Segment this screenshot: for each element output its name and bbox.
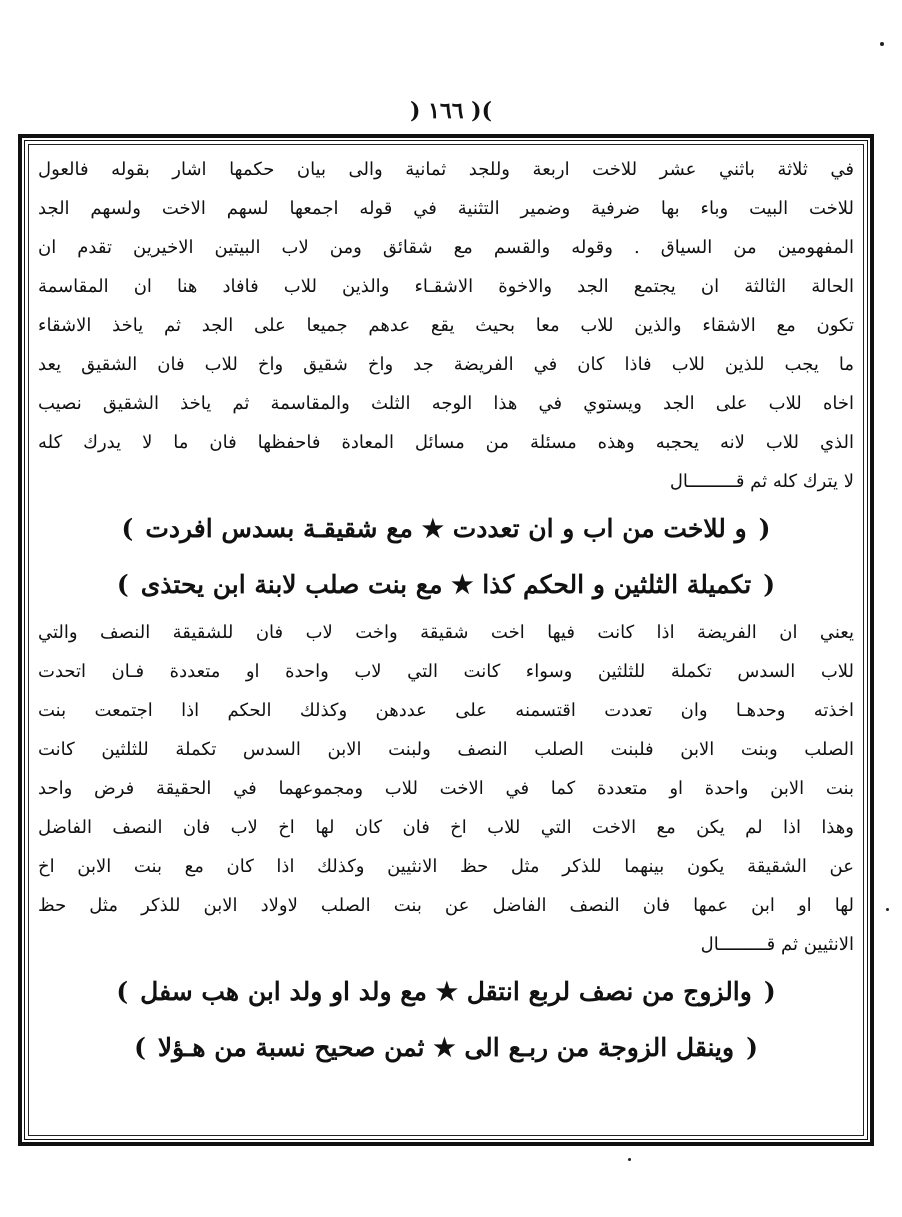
verse-text: و للاخت من اب و ان تعددت ★ مع شقيقـة بسدس افردت bbox=[145, 514, 747, 543]
verse-block-2 bbox=[38, 964, 854, 1076]
page-body bbox=[38, 150, 854, 1076]
text-line: المفهومين من السياق . وقوله والقسم مع شقائق ومن لاب البيتين الاخيرين تقدم ان bbox=[38, 237, 854, 258]
scan-speck bbox=[886, 908, 889, 911]
verse-text: والزوج من نصف لربع انتقل ★ مع ولد او ولد ابن هب سفل bbox=[140, 977, 752, 1006]
paren-open: ( bbox=[763, 977, 776, 1006]
text-line: بنت الابن واحدة او متعددة كما في الاخت للاب ومجموعهما في الحقيقة فرض واحد bbox=[38, 778, 854, 799]
text-line: الانثيين ثم قـــــــــال bbox=[700, 934, 854, 955]
paren-close: ) bbox=[116, 570, 129, 599]
text-line: في ثلاثة باثني عشر للاخت اربعة وللجد ثمانية والى بيان حكمها اشار بقوله فالعول bbox=[38, 159, 854, 180]
paren-open: ( bbox=[746, 1033, 758, 1062]
text-line: لا يترك كله ثم قـــــــــال bbox=[669, 471, 854, 492]
page-number: )( ١٦٦ ( bbox=[409, 98, 492, 124]
text-line: اخاه للاب على الجد ويستوي في هذا الوجه الثلث والمقاسمة ثم ياخذ الشقيق نصيب bbox=[38, 393, 854, 414]
paren-open: ( bbox=[758, 514, 771, 543]
paren-close: ) bbox=[121, 514, 134, 543]
scan-speck bbox=[628, 1158, 631, 1161]
text-line: اخذته وحدهـا وان تعددت اقتسمنه على عددهن وكذلك الحكم اذا اجتمعت بنت bbox=[38, 700, 854, 721]
verse-block-1 bbox=[38, 501, 854, 613]
commentary-block-1 bbox=[38, 150, 854, 501]
text-line: ما يجب للذين للاب فاذا كان في الفريضة جد واخ شقيق واخ للاب فان الشقيق يعد bbox=[38, 354, 854, 375]
paren-open: ( bbox=[763, 570, 776, 599]
text-line: للاخت البيت وباء بها ضرفية وضمير التثنية في قوله اجمعها لسهم الاخت ولسهم الجد bbox=[38, 198, 854, 219]
verse-line bbox=[38, 1020, 854, 1076]
text-line: عن الشقيقة يكون بينهما للذكر مثل حظ الانثيين وكذلك اذا كان مع بنت الابن اخ bbox=[38, 856, 854, 877]
text-line: الصلب وبنت الابن فلبنت الصلب النصف ولبنت الابن السدس تكملة للثلثين كانت bbox=[38, 739, 854, 760]
commentary-block-2 bbox=[38, 613, 854, 964]
verse-line bbox=[38, 501, 854, 557]
text-line: الحالة الثالثة ان يجتمع الجد والاخوة الاشقـاء والذين للاب فافاد هنا ان المقاسمة bbox=[38, 276, 854, 297]
verse-line bbox=[38, 964, 854, 1020]
text-line: يعني ان الفريضة اذا كانت فيها اخت شقيقة واخت لاب فان للشقيقة النصف والتي bbox=[38, 622, 854, 643]
paren-close: ) bbox=[134, 1033, 146, 1062]
verse-line bbox=[38, 557, 854, 613]
verse-text: وينقل الزوجة من ربـع الى ★ ثمن صحيح نسبة من هـؤلا bbox=[157, 1033, 735, 1062]
text-line: تكون مع الاشقاء والذين للاب معا بحيث يقع عدهم جميعا على الجد ثم ياخذ الاشقاء bbox=[38, 315, 854, 336]
text-line: الذي للاب لانه يحجبه وهذه مسئلة من مسائل المعادة فاحفظها فان ما لا يدرك كله bbox=[38, 432, 854, 453]
verse-text: تكميلة الثلثين و الحكم كذا ★ مع بنت صلب لابنة ابن يحتذى bbox=[140, 570, 752, 599]
paren-close: ) bbox=[116, 977, 129, 1006]
text-line: وهذا اذا لم يكن مع الاخت التي للاب اخ فان كان لها اخ لاب فان النصف الفاضل bbox=[38, 817, 854, 838]
text-line: للاب السدس تكملة للثلثين وسواء كانت التي لاب واحدة او متعددة فـان اتحدت bbox=[38, 661, 854, 682]
scan-speck bbox=[880, 42, 884, 46]
text-line: لها او ابن عمها فان النصف الفاضل عن بنت الصلب لاولاد الابن للذكر مثل حظ bbox=[38, 895, 854, 916]
